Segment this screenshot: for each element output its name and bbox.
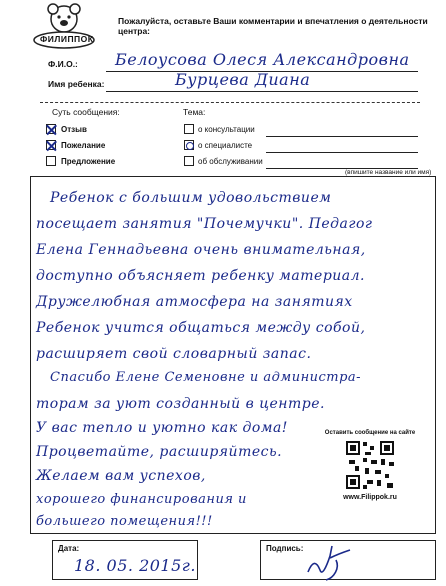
- fio-value[interactable]: Белоусова Олеся Александровна: [115, 50, 410, 69]
- fio-label: Ф.И.О.:: [48, 59, 78, 69]
- comment-line: У вас тепло и уютно как дома!: [36, 420, 288, 436]
- checkbox-service[interactable]: [184, 156, 194, 166]
- comment-line: Ребенок с большим удовольствием: [50, 190, 332, 206]
- date-label: Дата:: [58, 544, 80, 553]
- qr-block: [320, 430, 420, 518]
- comment-line: хорошего финансирования и: [36, 492, 247, 507]
- topic-title: Тема:: [183, 107, 206, 117]
- signature-label: Подпись:: [266, 544, 304, 553]
- option-wish-label: Пожелание: [61, 141, 106, 150]
- checkbox-specialist[interactable]: [184, 140, 194, 150]
- option-consultation-label: о консультации: [198, 125, 255, 134]
- logo-wordmark: ФИЛИППОК: [40, 34, 94, 44]
- comment-line: Процветайте, расширяйтесь.: [36, 444, 283, 460]
- comment-line: большего помещения!!!: [36, 514, 213, 529]
- child-name-underline: [106, 91, 418, 92]
- date-value: 18. 05. 2015г.: [74, 556, 196, 575]
- topic-line-2: [266, 152, 418, 153]
- topic-line-1: [266, 136, 418, 137]
- option-suggestion-label: Предложение: [61, 157, 116, 166]
- topic-hint: (впишите название или имя): [345, 169, 432, 176]
- instruction-text: Пожалуйста, оставьте Ваши комментарии и впечатления о деятельности центра:: [118, 16, 428, 36]
- comment-line: торам за уют созданный в центре.: [36, 396, 325, 412]
- checkbox-review[interactable]: [46, 124, 56, 134]
- child-name-label: Имя ребенка:: [48, 79, 105, 89]
- logo: [28, 2, 100, 50]
- comment-line: Спасибо Елене Семеновне и администра-: [50, 370, 362, 385]
- qr-title: Оставить сообщение на сайте: [324, 430, 416, 436]
- comment-line: расширяет свой словарный запас.: [36, 346, 312, 362]
- comment-line: Желаем вам успехов,: [36, 468, 206, 484]
- option-review-label: Отзыв: [61, 125, 87, 134]
- comment-line: Елена Геннадьевна очень внимательная,: [36, 242, 366, 258]
- comment-line: посещает занятия "Почемучки". Педагог: [36, 216, 373, 232]
- handwritten-signature: [300, 542, 360, 582]
- message-type-title: Суть сообщения:: [52, 107, 120, 117]
- checkbox-suggestion[interactable]: [46, 156, 56, 166]
- qr-site-url[interactable]: www.Filippok.ru: [343, 494, 397, 501]
- child-name-value[interactable]: Бурцева Диана: [175, 70, 311, 89]
- checkbox-wish[interactable]: [46, 140, 56, 150]
- divider: [40, 102, 420, 103]
- comment-line: Ребенок учится общаться между собой,: [36, 320, 366, 336]
- comment-line: Дружелюбная атмосфера на занятиях: [36, 294, 353, 310]
- option-service-label: об обслуживании: [198, 157, 263, 166]
- comment-line: доступно объясняет ребенку материал.: [36, 268, 366, 284]
- option-specialist-label: о специалисте: [198, 141, 253, 150]
- checkbox-consultation[interactable]: [184, 124, 194, 134]
- qr-code-icon[interactable]: [345, 440, 395, 490]
